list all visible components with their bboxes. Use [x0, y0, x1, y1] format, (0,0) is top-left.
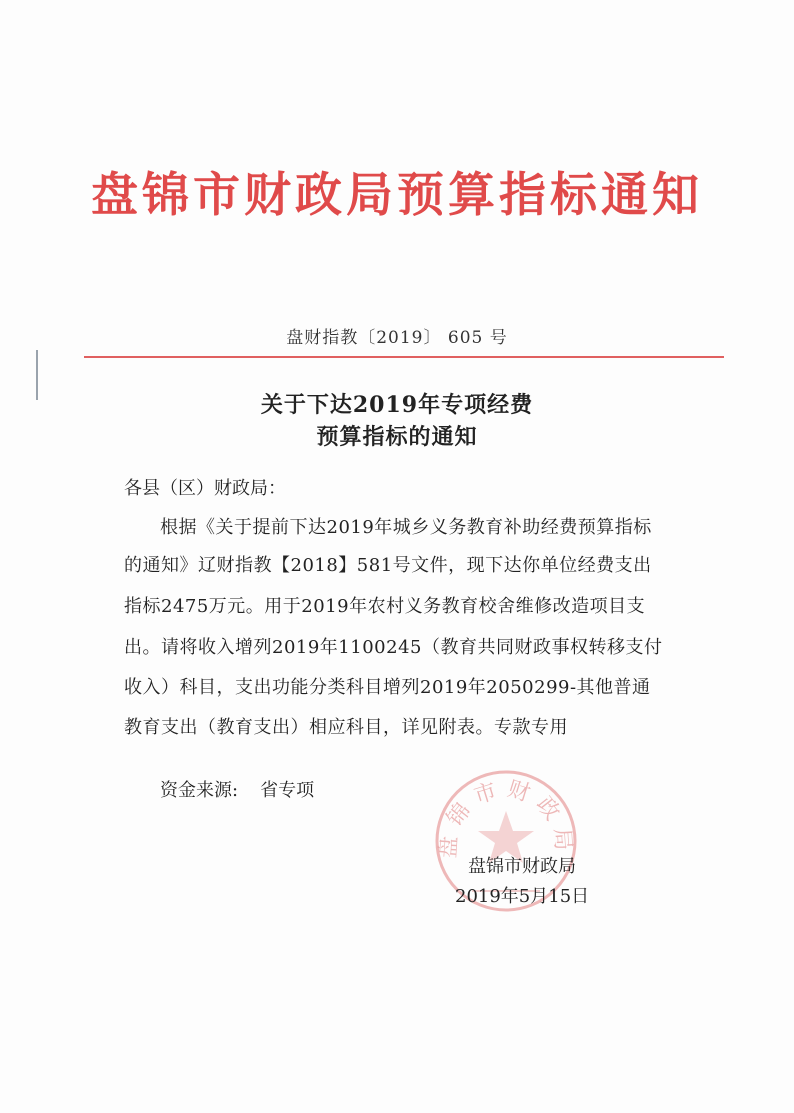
letterhead-title: 盘锦市财政局预算指标通知: [91, 168, 703, 223]
body-line-5: 收入）科目，支出功能分类科目增列2019年2050299-其他普通: [124, 677, 651, 698]
issue-date: 2019年5月15日: [455, 886, 590, 907]
funding-source: [160, 776, 314, 802]
document-number: 盘财指教〔2019〕 605 号: [286, 328, 508, 348]
body-line-4: 出。请将收入增列2019年1100245（教育共同财政事权转移支付: [124, 637, 663, 658]
body-line-6: 教育支出（教育支出）相应科目，详见附表。专款专用: [124, 717, 568, 738]
funding-value: 省专项: [260, 780, 315, 801]
seal-text: 盘锦市财政局: [436, 776, 576, 860]
notice-title-line-1: 关于下达2019年专项经费: [260, 392, 534, 418]
body-line-3: 指标2475万元。用于2019年农村义务教育校舍维修改造项目支: [124, 596, 646, 617]
body-line-2: 的通知》辽财指教【2018】581号文件，现下达你单位经费支出: [124, 555, 652, 576]
body-line-1: 根据《关于提前下达2019年城乡义务教育补助经费预算指标: [160, 517, 652, 538]
notice-title-line-2: 预算指标的通知: [316, 424, 478, 450]
funding-label: 资金来源:: [160, 780, 239, 801]
red-divider-line: [84, 356, 724, 358]
salutation: 各县（区）财政局：: [124, 478, 286, 499]
issuing-authority: 盘锦市财政局: [468, 856, 576, 877]
